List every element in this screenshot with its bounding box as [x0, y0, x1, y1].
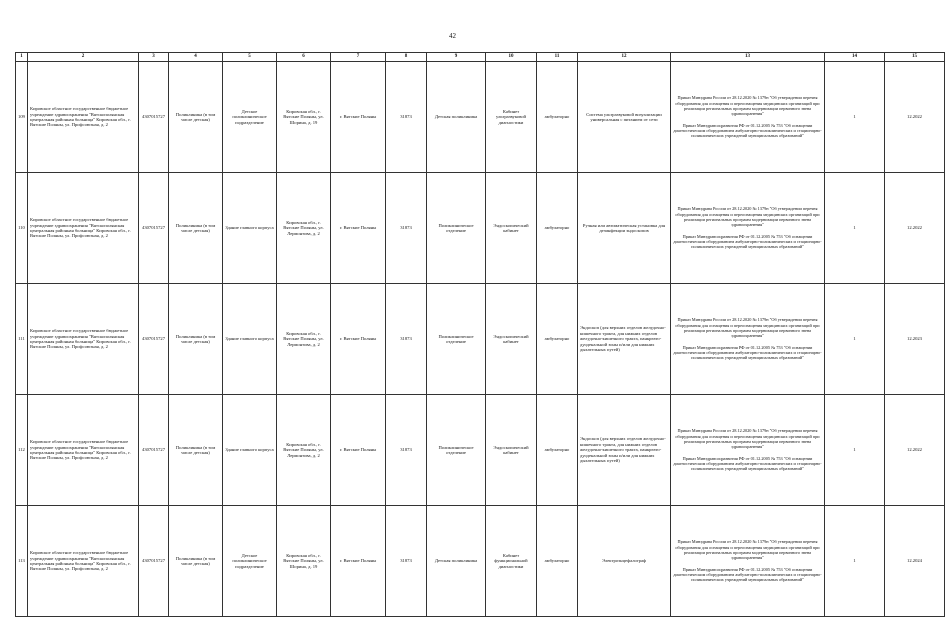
col-header: 15: [885, 53, 945, 62]
building-cell: Детское поликлиническое подразделение: [223, 506, 277, 617]
col-header: 9: [427, 53, 486, 62]
facility-type-cell: Поликлиника (в том числе детская): [169, 506, 223, 617]
col-header: 1: [16, 53, 28, 62]
date-cell: 12.2022: [885, 62, 945, 173]
quantity-cell: 1: [825, 173, 885, 284]
table-row: [16, 62, 945, 173]
equipment-cell: Электроэнцефалограф: [578, 506, 671, 617]
code-cell: 31873: [386, 395, 427, 506]
regulation-text: Приказ Минздрава России от 28.12.2020 № 1379н "Об утверждении перечня оборудования для оснащения и переоснащения медицинских организаций при реализации региональных программ модернизации первичного звена здравоохранения": [675, 317, 820, 338]
table-row: [16, 506, 945, 617]
equipment-cell: Ручная или автоматическая установка для дезинфекции эндоскопов: [578, 173, 671, 284]
col-header: 10: [486, 53, 537, 62]
date-cell: 12.2022: [885, 395, 945, 506]
col-header: 11: [537, 53, 578, 62]
quantity-cell: 1: [825, 62, 885, 173]
regulation-text: Приказ Минздравсоцразвития РФ от 01.12.2005 № 753 "Об оснащении диагностическим оборудованием амбулаторно-поликлинических и стационарно-поликлинических учреждений муниципальных образований": [673, 123, 822, 139]
inn-cell: 4307015727: [139, 506, 169, 617]
building-cell: Детское поликлиническое подразделение: [223, 62, 277, 173]
address-cell: Кировская обл., г. Вятские Поляны, ул. Лермонтова, д. 2: [277, 173, 331, 284]
quantity-cell: 1: [825, 506, 885, 617]
code-cell: 31873: [386, 173, 427, 284]
row-number-cell: 113: [16, 506, 28, 617]
date-cell: 12.2023: [885, 284, 945, 395]
locality-cell: г. Вятские Поляны: [331, 506, 386, 617]
regulation-cell: [671, 173, 825, 284]
care-form-cell: амбулаторно: [537, 62, 578, 173]
regulation-text: Приказ Минздрава России от 28.12.2020 № 1379н "Об утверждении перечня оборудования для оснащения и переоснащения медицинских организаций при реализации региональных программ модернизации первичного звена здравоохранения": [675, 428, 820, 449]
address-cell: Кировская обл., г. Вятские Поляны, ул. Лермонтова, д. 2: [277, 395, 331, 506]
locality-cell: г. Вятские Поляны: [331, 284, 386, 395]
cabinet-cell: Эндоскопический кабинет: [486, 173, 537, 284]
regulation-cell: [671, 395, 825, 506]
row-number-cell: 112: [16, 395, 28, 506]
col-header: 2: [28, 53, 139, 62]
department-cell: Поликлиническое отделение: [427, 395, 486, 506]
building-cell: Здание главного корпуса: [223, 395, 277, 506]
col-header: 7: [331, 53, 386, 62]
code-cell: 31873: [386, 284, 427, 395]
regulation-cell: [671, 62, 825, 173]
inn-cell: 4307015727: [139, 62, 169, 173]
care-form-cell: амбулаторно: [537, 395, 578, 506]
address-cell: Кировская обл., г. Вятские Поляны, ул. Шорина, д. 19: [277, 62, 331, 173]
organization-cell: Кировское областное государственное бюджетное учреждение здравоохранения "Вятскополянская центральная районная больница" Кировская обл., г. Вятские Поляны, ул. Профсоюзная, д. 2: [28, 62, 139, 173]
care-form-cell: амбулаторно: [537, 284, 578, 395]
organization-cell: Кировское областное государственное бюджетное учреждение здравоохранения "Вятскополянская центральная районная больница" Кировская обл., г. Вятские Поляны, ул. Профсоюзная, д. 2: [28, 395, 139, 506]
cabinet-cell: Эндоскопический кабинет: [486, 284, 537, 395]
table-row: [16, 395, 945, 506]
cabinet-cell: Кабинет ультразвуковой диагностики: [486, 62, 537, 173]
row-number-cell: 111: [16, 284, 28, 395]
address-cell: Кировская обл., г. Вятские Поляны, ул. Лермонтова, д. 2: [277, 284, 331, 395]
facility-type-cell: Поликлиника (в том числе детская): [169, 62, 223, 173]
regulation-text: Приказ Минздравсоцразвития РФ от 01.12.2005 № 753 "Об оснащении диагностическим оборудованием амбулаторно-поликлинических и стационарно-поликлинических учреждений муниципальных образований": [673, 567, 822, 583]
organization-cell: Кировское областное государственное бюджетное учреждение здравоохранения "Вятскополянская центральная районная больница" Кировская обл., г. Вятские Поляны, ул. Профсоюзная, д. 2: [28, 284, 139, 395]
locality-cell: г. Вятские Поляны: [331, 173, 386, 284]
inn-cell: 4307015727: [139, 395, 169, 506]
col-header: 13: [671, 53, 825, 62]
page-number: 42: [449, 32, 456, 40]
col-header: 6: [277, 53, 331, 62]
table-row: [16, 284, 945, 395]
col-header: 5: [223, 53, 277, 62]
inn-cell: 4307015727: [139, 284, 169, 395]
regulation-cell: [671, 506, 825, 617]
facility-type-cell: Поликлиника (в том числе детская): [169, 395, 223, 506]
cabinet-cell: Кабинет функциональной диагностики: [486, 506, 537, 617]
equipment-table: [15, 52, 945, 617]
regulation-text: Приказ Минздрава России от 28.12.2020 № 1379н "Об утверждении перечня оборудования для оснащения и переоснащения медицинских организаций при реализации региональных программ модернизации первичного звена здравоохранения": [675, 539, 820, 560]
col-header: 4: [169, 53, 223, 62]
care-form-cell: амбулаторно: [537, 173, 578, 284]
regulation-text: Приказ Минздрава России от 28.12.2020 № 1379н "Об утверждении перечня оборудования для оснащения и переоснащения медицинских организаций при реализации региональных программ модернизации первичного звена здравоохранения": [675, 95, 820, 116]
equipment-cell: Система ультразвуковой визуализации универсальная с питанием от сети: [578, 62, 671, 173]
care-form-cell: амбулаторно: [537, 506, 578, 617]
department-cell: Детская поликлиника: [427, 62, 486, 173]
col-header: 8: [386, 53, 427, 62]
regulation-text: Приказ Минздравсоцразвития РФ от 01.12.2005 № 753 "Об оснащении диагностическим оборудованием амбулаторно-поликлинических и стационарно-поликлинических учреждений муниципальных образований": [673, 456, 822, 472]
equipment-cell: Эндоскоп (для верхних отделов желудочно-кишечного тракта, для нижних отделов желудочно-кишечного тракта, панкреато-дуоденальной зоны и/или для нижних дыхательных путей): [578, 284, 671, 395]
address-cell: Кировская обл., г. Вятские Поляны, ул. Шорина, д. 19: [277, 506, 331, 617]
row-number-cell: 110: [16, 173, 28, 284]
equipment-cell: Эндоскоп (для верхних отделов желудочно-кишечного тракта, для нижних отделов желудочно-кишечного тракта, панкреато-дуоденальной зоны и/или для нижних дыхательных путей): [578, 395, 671, 506]
code-cell: 31873: [386, 62, 427, 173]
building-cell: Здание главного корпуса: [223, 173, 277, 284]
locality-cell: г. Вятские Поляны: [331, 62, 386, 173]
table-row: [16, 173, 945, 284]
regulation-text: Приказ Минздравсоцразвития РФ от 01.12.2005 № 753 "Об оснащении диагностическим оборудованием амбулаторно-поликлинических и стационарно-поликлинических учреждений муниципальных образований": [673, 234, 822, 250]
regulation-text: Приказ Минздрава России от 28.12.2020 № 1379н "Об утверждении перечня оборудования для оснащения и переоснащения медицинских организаций при реализации региональных программ модернизации первичного звена здравоохранения": [675, 206, 820, 227]
code-cell: 31873: [386, 506, 427, 617]
building-cell: Здание главного корпуса: [223, 284, 277, 395]
department-cell: Поликлиническое отделение: [427, 284, 486, 395]
organization-cell: Кировское областное государственное бюджетное учреждение здравоохранения "Вятскополянская центральная районная больница" Кировская обл., г. Вятские Поляны, ул. Профсоюзная, д. 2: [28, 173, 139, 284]
date-cell: 12.2024: [885, 506, 945, 617]
department-cell: Поликлиническое отделение: [427, 173, 486, 284]
quantity-cell: 1: [825, 284, 885, 395]
inn-cell: 4307015727: [139, 173, 169, 284]
col-header: 3: [139, 53, 169, 62]
cabinet-cell: Эндоскопический кабинет: [486, 395, 537, 506]
quantity-cell: 1: [825, 395, 885, 506]
row-number-cell: 109: [16, 62, 28, 173]
date-cell: 12.2022: [885, 173, 945, 284]
department-cell: Детская поликлиника: [427, 506, 486, 617]
regulation-cell: [671, 284, 825, 395]
organization-cell: Кировское областное государственное бюджетное учреждение здравоохранения "Вятскополянская центральная районная больница" Кировская обл., г. Вятские Поляны, ул. Профсоюзная, д. 2: [28, 506, 139, 617]
col-header: 14: [825, 53, 885, 62]
col-header: 12: [578, 53, 671, 62]
locality-cell: г. Вятские Поляны: [331, 395, 386, 506]
facility-type-cell: Поликлиника (в том числе детская): [169, 284, 223, 395]
header-row: [16, 53, 945, 62]
regulation-text: Приказ Минздравсоцразвития РФ от 01.12.2005 № 753 "Об оснащении диагностическим оборудованием амбулаторно-поликлинических и стационарно-поликлинических учреждений муниципальных образований": [673, 345, 822, 361]
facility-type-cell: Поликлиника (в том числе детская): [169, 173, 223, 284]
